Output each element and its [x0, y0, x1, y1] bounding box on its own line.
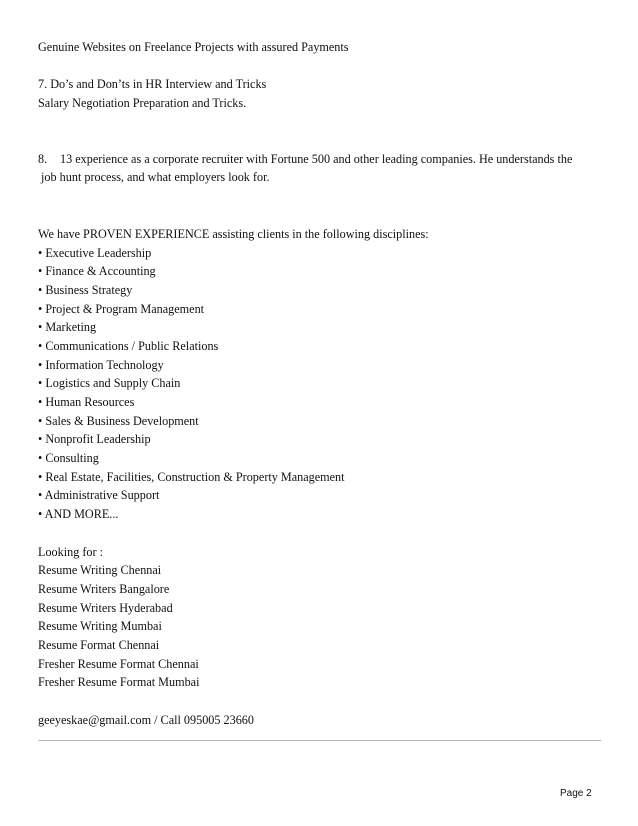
- disciplines-heading: We have PROVEN EXPERIENCE assisting clients in the following disciplines:: [38, 227, 429, 241]
- item-8-line-1: [38, 152, 572, 167]
- item-8-line-2: job hunt process, and what employers look for.: [38, 170, 270, 184]
- looking-for-item: Resume Format Chennai: [38, 638, 160, 652]
- discipline-item: • Consulting: [38, 451, 99, 465]
- discipline-item: • Human Resources: [38, 395, 135, 409]
- looking-for-item: Resume Writers Bangalore: [38, 582, 170, 596]
- discipline-item: • Nonprofit Leadership: [38, 432, 151, 446]
- looking-for-item: Fresher Resume Format Mumbai: [38, 675, 200, 689]
- item-7-title: 7. Do’s and Don’ts in HR Interview and Tricks: [38, 77, 267, 91]
- discipline-item: • Logistics and Supply Chain: [38, 376, 181, 390]
- discipline-item: • Business Strategy: [38, 283, 133, 297]
- page-number: Page 2: [560, 788, 592, 799]
- discipline-item: • Information Technology: [38, 358, 164, 372]
- discipline-item: • Real Estate, Facilities, Construction & Property Management: [38, 470, 345, 484]
- looking-for-item: Resume Writing Mumbai: [38, 619, 162, 633]
- discipline-item: • Executive Leadership: [38, 246, 152, 260]
- item-7-subline: Salary Negotiation Preparation and Tricks.: [38, 96, 247, 110]
- looking-for-item: Fresher Resume Format Chennai: [38, 657, 199, 671]
- discipline-item: • Project & Program Management: [38, 302, 205, 316]
- contact-line: geeyeskae@gmail.com / Call 095005 23660: [38, 713, 254, 727]
- looking-for-item: Resume Writers Hyderabad: [38, 601, 173, 615]
- discipline-item: • Marketing: [38, 320, 97, 334]
- looking-for-item: Resume Writing Chennai: [38, 563, 162, 577]
- discipline-item: • Administrative Support: [38, 488, 160, 502]
- discipline-item: • Communications / Public Relations: [38, 339, 219, 353]
- intro-line: Genuine Websites on Freelance Projects with assured Payments: [38, 40, 349, 54]
- footer-divider: [38, 740, 601, 741]
- discipline-item: • AND MORE...: [38, 507, 119, 521]
- discipline-item: • Finance & Accounting: [38, 264, 156, 278]
- discipline-item: • Sales & Business Development: [38, 414, 199, 428]
- item-8-number: 8.: [38, 152, 48, 166]
- item-8-text: 13 experience as a corporate recruiter with Fortune 500 and other leading companies. He understands the: [60, 152, 573, 166]
- looking-for-heading: Looking for :: [38, 545, 103, 559]
